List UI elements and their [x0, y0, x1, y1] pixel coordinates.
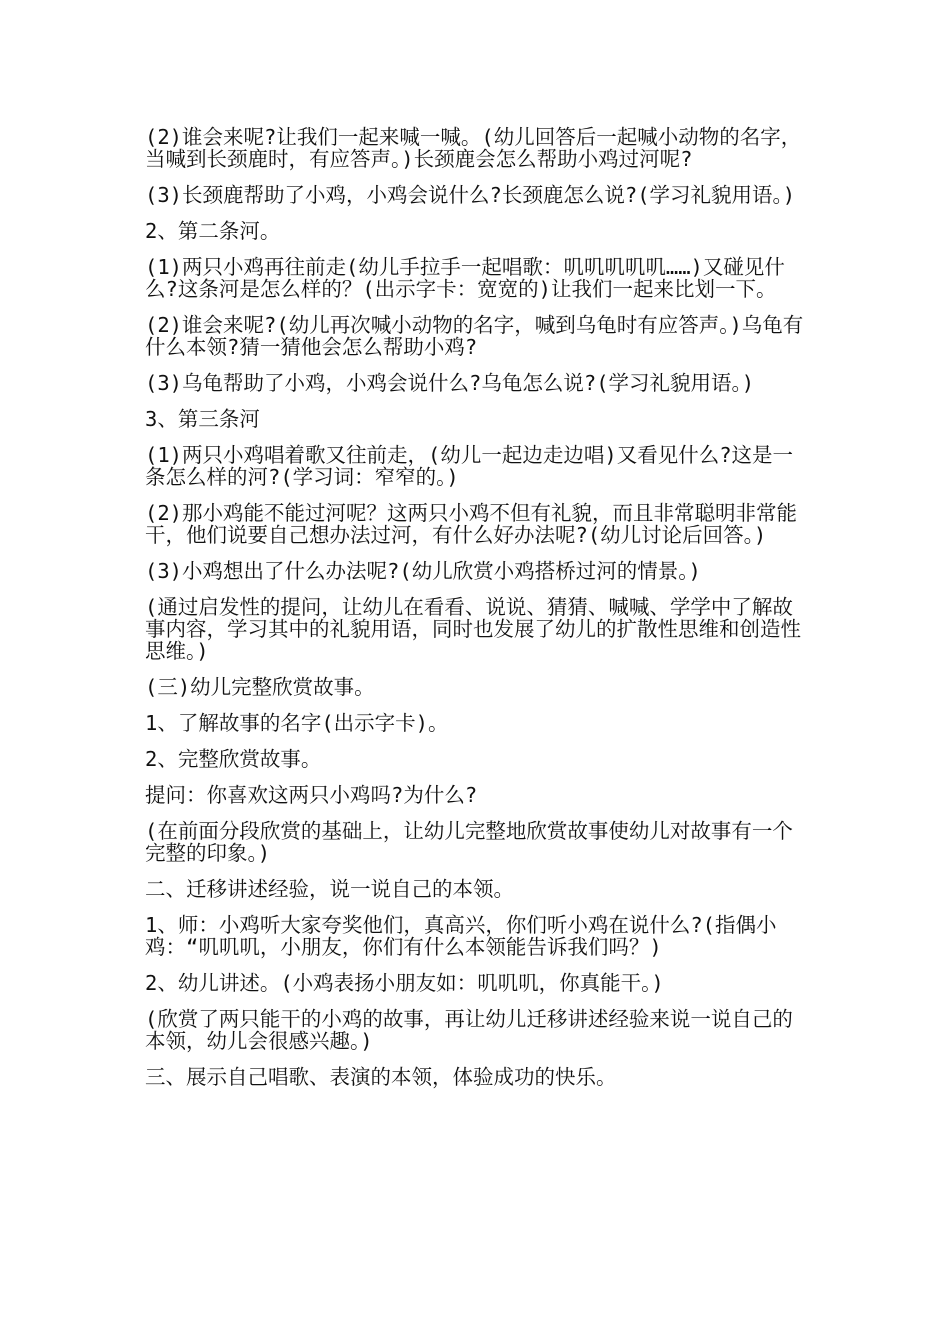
paragraph: (2)那小鸡能不能过河呢？这两只小鸡不但有礼貌，而且非常聪明非常能干，他们说要自己想办法过河，有什么好办法呢?(幼儿讨论后回答。) [145, 501, 798, 547]
section-heading: 三、展示自己唱歌、表演的本领，体验成功的快乐。 [145, 1065, 617, 1089]
paragraph: (1)两只小鸡再往前走(幼儿手拉手一起唱歌：叽叽叽叽叽……)又碰见什么?这条河是怎么样的？(出示字卡：宽宽的)让我们一起来比划一下。 [145, 255, 785, 301]
paragraph: (2)谁会来呢?让我们一起来喊一喊。(幼儿回答后一起喊小动物的名字，当喊到长颈鹿时，有应答声。)长颈鹿会怎么帮助小鸡过河呢? [145, 125, 802, 171]
paragraph: (3)长颈鹿帮助了小鸡，小鸡会说什么?长颈鹿怎么说?(学习礼貌用语。) [145, 183, 796, 207]
paragraph: 1、了解故事的名字(出示字卡)。 [145, 711, 449, 735]
paragraph: 2、完整欣赏故事。 [145, 747, 322, 771]
section-heading: 3、第三条河 [145, 407, 260, 431]
paragraph: (2)谁会来呢?(幼儿再次喊小动物的名字，喊到乌龟时有应答声。)乌龟有什么本领?猜一猜他会怎么帮助小鸡? [145, 313, 804, 359]
section-heading: 二、迁移讲述经验，说一说自己的本领。 [145, 877, 514, 901]
paragraph: 1、师：小鸡听大家夸奖他们，真高兴，你们听小鸡在说什么?(指偶小鸡：“叽叽叽，小朋友，你们有什么本领能告诉我们吗？) [145, 913, 777, 959]
annotation-paragraph: (在前面分段欣赏的基础上，让幼儿完整地欣赏故事使幼儿对故事有一个完整的印象。) [145, 819, 793, 865]
document-body [145, 126, 809, 1102]
paragraph: 提问：你喜欢这两只小鸡吗?为什么? [145, 783, 478, 807]
section-heading: 2、第二条河。 [145, 219, 281, 243]
section-heading: (三)幼儿完整欣赏故事。 [145, 675, 375, 699]
annotation-paragraph: (通过启发性的提问，让幼儿在看看、说说、猜猜、喊喊、学学中了解故事内容，学习其中的礼貌用语，同时也发展了幼儿的扩散性思维和创造性思维。) [145, 595, 801, 663]
paragraph: (1)两只小鸡唱着歌又往前走，(幼儿一起边走边唱)又看见什么?这是一条怎么样的河?(学习词：窄窄的。) [145, 443, 794, 489]
paragraph: 2、幼儿讲述。(小鸡表扬小朋友如：叽叽叽，你真能干。) [145, 971, 664, 995]
paragraph: (3)乌龟帮助了小鸡，小鸡会说什么?乌龟怎么说?(学习礼貌用语。) [145, 371, 755, 395]
annotation-paragraph: (欣赏了两只能干的小鸡的故事，再让幼儿迁移讲述经验来说一说自己的本领，幼儿会很感兴趣。) [145, 1007, 793, 1053]
paragraph: (3)小鸡想出了什么办法呢?(幼儿欣赏小鸡搭桥过河的情景。) [145, 559, 701, 583]
